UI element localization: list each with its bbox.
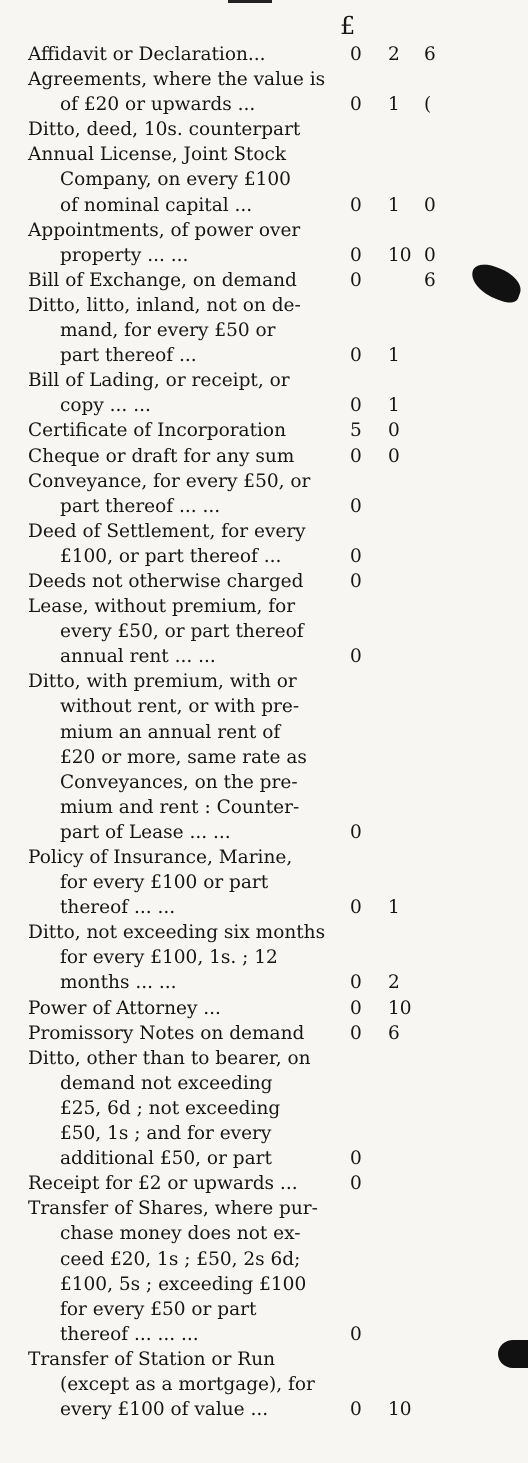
amount-shillings: 1: [388, 194, 400, 216]
entry-title: Bill of Lading, or receipt, or: [28, 370, 290, 392]
amount-shillings: 6: [388, 1022, 400, 1044]
duty-entry: [28, 418, 468, 443]
amount-pounds: 0: [350, 94, 362, 116]
duty-entry: [28, 569, 468, 594]
entry-continuation: thereof ... ... 0 1: [28, 895, 468, 920]
entry-continuation: thereof ... ... ... 0: [28, 1322, 468, 1347]
entry-continuation: of nominal capital ... 0 1 0: [28, 193, 468, 218]
entry-continuation: part thereof ... ... 0: [28, 494, 468, 519]
entry-continuation: £50, 1s ; and for every: [60, 1123, 272, 1145]
amount-shillings: 10: [388, 1399, 412, 1421]
duty-entry: [28, 469, 468, 519]
amount-shillings: 1: [388, 897, 400, 919]
entry-title: Certificate of Incorporation 5 0: [28, 418, 468, 443]
entry-title: Annual License, Joint Stock: [28, 144, 287, 166]
entry-title: Lease, without premium, for: [28, 596, 296, 618]
amount-pence: 6: [424, 269, 436, 291]
entry-continuation: demand not exceeding: [60, 1072, 273, 1094]
entry-continuation: part of Lease ... ... 0: [28, 820, 468, 845]
entry-continuation: part thereof ... 0 1: [28, 343, 468, 368]
amount-pounds: 0: [350, 1173, 362, 1195]
entry-continuation: chase money does not ex-: [60, 1223, 301, 1245]
duty-entry: [28, 444, 468, 469]
amount-pounds: 0: [350, 1148, 362, 1170]
amount-pounds: 0: [350, 972, 362, 994]
entry-continuation: property ... ... 0 10 0: [28, 243, 468, 268]
amount-pence: 0: [424, 244, 436, 266]
amount-pounds: 0: [350, 997, 362, 1019]
duty-entry: [28, 996, 468, 1021]
amount-pounds: 0: [350, 570, 362, 592]
entry-title: Ditto, litto, inland, not on de-: [28, 294, 301, 316]
entry-title: Ditto, other than to bearer, on: [28, 1047, 311, 1069]
pound-column-header: £: [340, 12, 356, 40]
entry-continuation: mium and rent : Counter-: [60, 796, 300, 818]
entry-continuation: for every £100, 1s. ; 12: [60, 947, 278, 969]
amount-pounds: 0: [350, 395, 362, 417]
entry-continuation: (except as a mortgage), for: [60, 1373, 315, 1395]
entry-title: Affidavit or Declaration... 0 2 6: [28, 42, 468, 67]
entry-continuation: Company, on every £100: [60, 169, 291, 191]
entry-continuation: months ... ... 0 2: [28, 970, 468, 995]
duty-entry: [28, 669, 468, 845]
amount-shillings: 0: [388, 420, 400, 442]
amount-shillings: 1: [388, 395, 400, 417]
top-rule: [228, 0, 272, 3]
duty-entry: [28, 218, 468, 268]
amount-pounds: 0: [350, 545, 362, 567]
duty-entry: [28, 293, 468, 368]
entry-continuation: without rent, or with pre-: [60, 696, 300, 718]
entry-title: Deed of Settlement, for every: [28, 520, 306, 542]
entry-title: Ditto, deed, 10s. counterpart: [28, 119, 301, 141]
duty-entry: [28, 268, 468, 293]
ink-blot: [466, 260, 525, 306]
entry-title: Power of Attorney ... 0 10: [28, 996, 468, 1021]
entry-title: Ditto, not exceeding six months: [28, 922, 326, 944]
amount-pounds: 0: [350, 269, 362, 291]
amount-pounds: 0: [350, 194, 362, 216]
amount-pounds: 0: [350, 445, 362, 467]
amount-shillings: 1: [388, 94, 400, 116]
entry-continuation: for every £100 or part: [60, 872, 269, 894]
entry-continuation: £100, or part thereof ... 0: [28, 544, 468, 569]
entry-title: Appointments, of power over: [28, 219, 301, 241]
ink-blot: [498, 1340, 528, 1368]
entry-continuation: every £100 of value ... 0 10: [28, 1397, 468, 1422]
entry-continuation: for every £50 or part: [60, 1298, 257, 1320]
entry-title: Bill of Exchange, on demand 0 6: [28, 268, 468, 293]
entry-continuation: mium an annual rent of: [60, 721, 281, 743]
amount-pounds: 0: [350, 345, 362, 367]
duty-entry: [28, 519, 468, 569]
duty-entry: [28, 845, 468, 920]
amount-pounds: 0: [350, 495, 362, 517]
amount-shillings: 2: [388, 44, 400, 65]
amount-shillings: 1: [388, 345, 400, 367]
amount-pounds: 0: [350, 646, 362, 668]
duty-entry: [28, 368, 468, 418]
amount-shillings: 10: [388, 997, 412, 1019]
entry-title: Ditto, with premium, with or: [28, 671, 297, 693]
amount-pounds: 0: [350, 1323, 362, 1345]
duty-entry: [28, 1196, 468, 1347]
entry-continuation: annual rent ... ... 0: [28, 644, 468, 669]
amount-shillings: 0: [388, 445, 400, 467]
entry-continuation: copy ... ... 0 1: [28, 393, 468, 418]
amount-pounds: 0: [350, 1399, 362, 1421]
amount-pence: 0: [424, 194, 436, 216]
amount-pence: (: [424, 94, 432, 116]
entry-continuation: every £50, or part thereof: [60, 621, 304, 643]
amount-pounds: 5: [350, 420, 362, 442]
duty-entry: [28, 1347, 468, 1422]
amount-pounds: 0: [350, 244, 362, 266]
entry-title: Conveyance, for every £50, or: [28, 470, 311, 492]
amount-pounds: 0: [350, 44, 362, 65]
entry-title: Cheque or draft for any sum 0 0: [28, 444, 468, 469]
amount-shillings: 10: [388, 244, 412, 266]
amount-pounds: 0: [350, 821, 362, 843]
entry-title: Agreements, where the value is: [28, 69, 326, 91]
entry-title: Deeds not otherwise charged 0: [28, 569, 468, 594]
amount-pounds: 0: [350, 1022, 362, 1044]
amount-pounds: 0: [350, 897, 362, 919]
duty-entry: [28, 67, 468, 117]
amount-shillings: 2: [388, 972, 400, 994]
entry-continuation: £20 or more, same rate as: [60, 746, 307, 768]
entry-title: Promissory Notes on demand 0 6: [28, 1021, 468, 1046]
entry-title: Transfer of Station or Run: [28, 1348, 276, 1370]
entry-continuation: ceed £20, 1s ; £50, 2s 6d;: [60, 1248, 301, 1270]
duty-entry: [28, 1171, 468, 1196]
duty-entry: [28, 142, 468, 217]
duty-entry: [28, 920, 468, 995]
duty-entry: [28, 1046, 468, 1171]
duty-entry: [28, 117, 468, 142]
amount-pence: 6: [424, 44, 436, 65]
entry-continuation: of £20 or upwards ... 0 1 (: [28, 92, 468, 117]
entry-title: Transfer of Shares, where pur-: [28, 1198, 318, 1220]
duty-entry: [28, 1021, 468, 1046]
entry-continuation: £100, 5s ; exceeding £100: [60, 1273, 307, 1295]
duty-entry: [28, 594, 468, 669]
entry-continuation: additional £50, or part 0: [28, 1146, 468, 1171]
entry-title: Receipt for £2 or upwards ... 0: [28, 1171, 468, 1196]
stamp-duty-list: [28, 42, 468, 1422]
entry-continuation: £25, 6d ; not exceeding: [60, 1097, 281, 1119]
entry-continuation: Conveyances, on the pre-: [60, 771, 298, 793]
entry-title: Policy of Insurance, Marine,: [28, 847, 293, 868]
duty-entry: [28, 42, 468, 67]
entry-continuation: mand, for every £50 or: [60, 320, 276, 342]
